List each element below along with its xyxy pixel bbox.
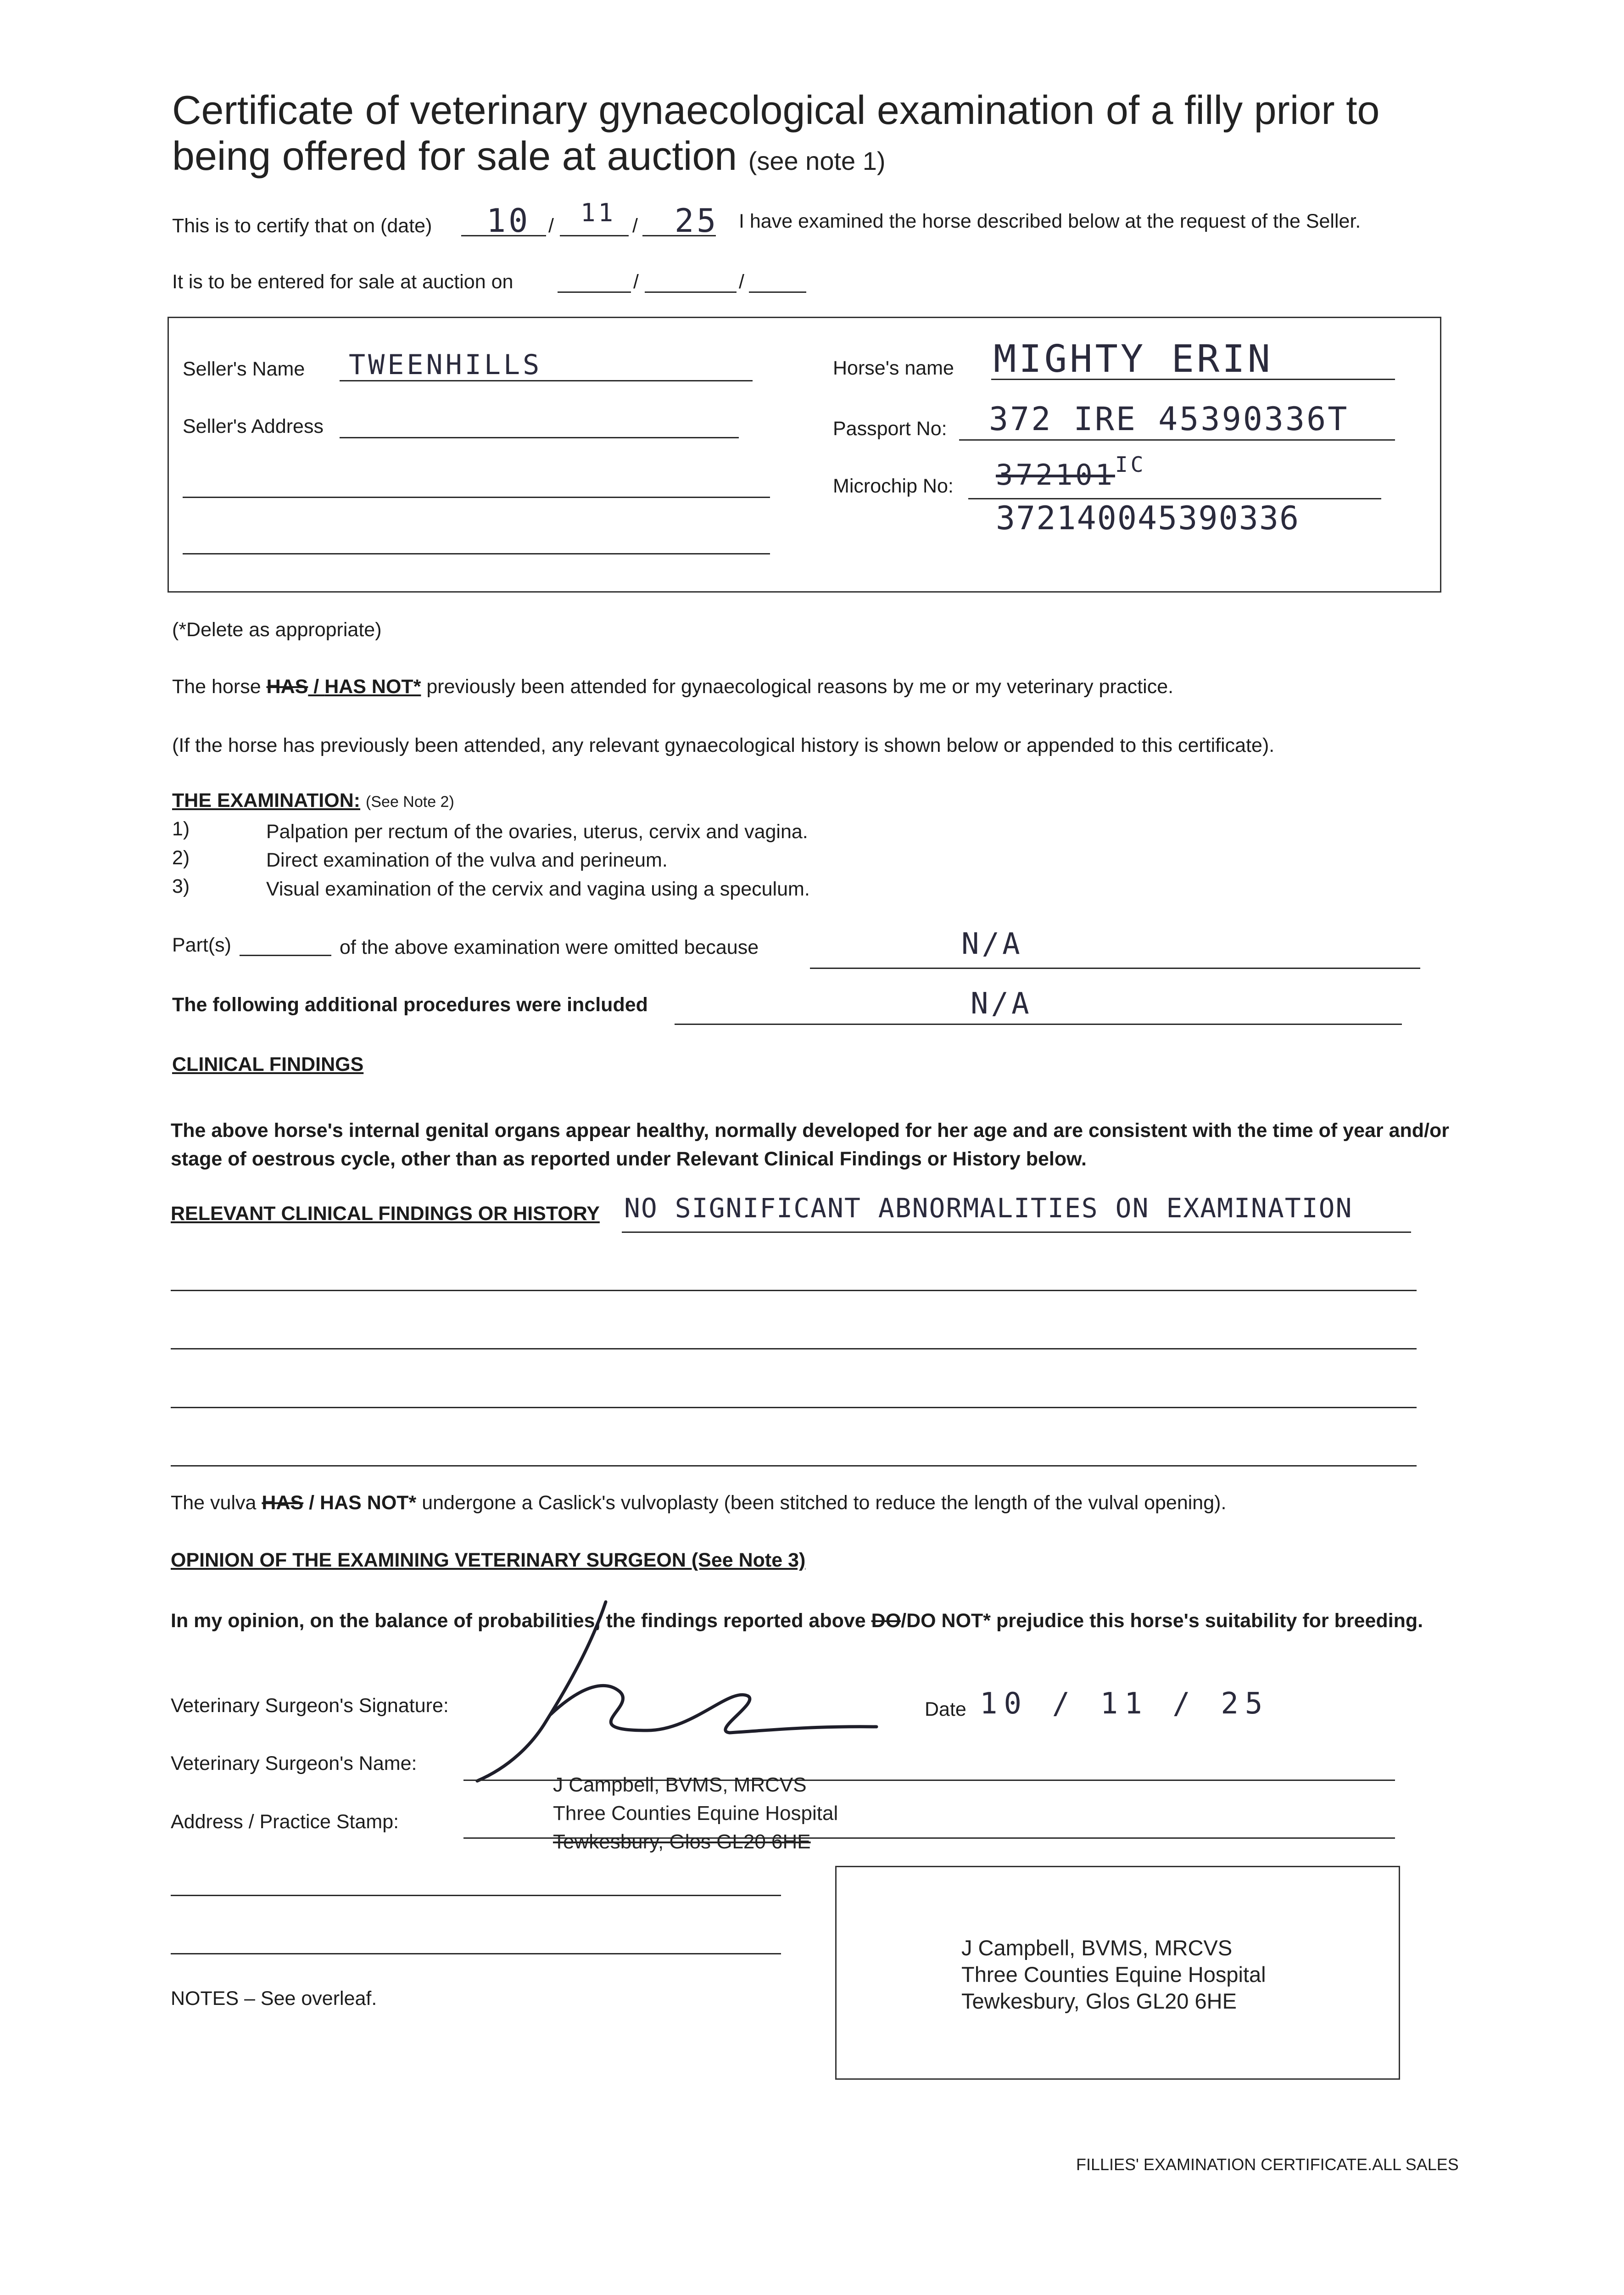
horse-name-value: MIGHTY ERIN xyxy=(993,337,1273,381)
omitted-value: N/A xyxy=(961,927,1023,961)
omitted-prefix: Part(s) xyxy=(172,934,231,956)
certify-suffix: I have examined the horse described below at the request of the Seller. xyxy=(739,210,1361,232)
passport-value: 372 IRE 45390336T xyxy=(989,400,1349,438)
title-note: (see note 1) xyxy=(748,146,886,175)
additional-value: N/A xyxy=(971,987,1032,1021)
horse-name-label: Horse's name xyxy=(833,357,954,379)
examination-heading: THE EXAMINATION: (See Note 2) xyxy=(172,789,454,812)
notes-label: NOTES – See overleaf. xyxy=(171,1987,377,2010)
stamp-inline: J Campbell, BVMS, MRCVS Three Counties Equine Hospital Tewkesbury, Glos GL20 6HE xyxy=(553,1774,838,1853)
opinion-heading: OPINION OF THE EXAMINING VETERINARY SURGEON (See Note 3) xyxy=(171,1549,806,1571)
exam-date-day: 10 xyxy=(486,202,531,240)
address-stamp-label: Address / Practice Stamp: xyxy=(171,1811,399,1833)
exam-date-year: 25 xyxy=(675,202,719,240)
clinical-statement: The above horse's internal genital organs appear healthy, normally developed for her age and are consistent with the time of year and/or stage of oestrous cycle, other than as reported under Relevant Clinical Findings or History below. xyxy=(171,1120,1450,1170)
signature-mark xyxy=(454,1593,895,1790)
passport-label: Passport No: xyxy=(833,418,947,440)
signature-date-value: 10 / 11 / 25 xyxy=(980,1687,1269,1721)
seller-name-label: Seller's Name xyxy=(183,358,305,380)
relevant-findings-value: NO SIGNIFICANT ABNORMALITIES ON EXAMINATION xyxy=(624,1192,1353,1224)
history-note: (If the horse has previously been attended, any relevant gynaecological history is shown below or appended to this certificate). xyxy=(172,734,1275,756)
certificate-title: Certificate of veterinary gynaecological examination of a filly prior to being offered for sale at auction (see note 1) xyxy=(172,87,1380,179)
attended-has-not: HAS NOT* xyxy=(324,676,421,698)
examination-item: Palpation per rectum of the ovaries, uterus, cervix and vagina. xyxy=(266,821,808,843)
opinion-do-not: /DO NOT* xyxy=(901,1610,991,1632)
attended-statement: The horse HAS / HAS NOT* previously been attended for gynaecological reasons by me or my veterinary practice. xyxy=(172,676,1174,698)
vulva-has-struck: HAS xyxy=(262,1492,304,1514)
seller-name-value: TWEENHILLS xyxy=(349,349,542,381)
auction-label: It is to be entered for sale at auction on xyxy=(172,271,513,293)
relevant-findings-label: RELEVANT CLINICAL FINDINGS OR HISTORY xyxy=(171,1203,600,1225)
microchip-label: Microchip No: xyxy=(833,475,954,497)
vulva-statement: The vulva HAS / HAS NOT* undergone a Caslick's vulvoplasty (been stitched to reduce the length of the vulval opening). xyxy=(171,1492,1227,1514)
examination-item: Direct examination of the vulva and perineum. xyxy=(266,849,668,871)
microchip-value: 372140045390336 xyxy=(996,499,1300,537)
certify-prefix: This is to certify that on (date) xyxy=(172,215,432,237)
practice-stamp: J Campbell, BVMS, MRCVS Three Counties Equine Hospital Tewkesbury, Glos GL20 6HE xyxy=(961,1936,1266,2013)
surgeon-name-label: Veterinary Surgeon's Name: xyxy=(171,1752,417,1774)
seller-address-label: Seller's Address xyxy=(183,415,324,437)
date-label: Date xyxy=(925,1698,966,1720)
attended-has-struck: HAS xyxy=(266,676,308,698)
exam-date-month: 11 xyxy=(580,198,616,227)
clinical-heading: CLINICAL FINDINGS xyxy=(172,1053,364,1075)
omitted-middle: of the above examination were omitted because xyxy=(340,936,759,958)
microchip-struck: 372101 xyxy=(996,458,1115,492)
vulva-has-not: HAS NOT* xyxy=(320,1492,417,1514)
signature-label: Veterinary Surgeon's Signature: xyxy=(171,1695,449,1717)
footer-label: FILLIES' EXAMINATION CERTIFICATE.ALL SALES xyxy=(1076,2155,1459,2174)
delete-note: (*Delete as appropriate) xyxy=(172,619,382,641)
additional-label: The following additional procedures were included xyxy=(172,994,648,1016)
opinion-statement: In my opinion, on the balance of probabilities, the findings reported above DO/DO NOT* prejudice this horse's suitability for breeding. xyxy=(171,1610,1423,1632)
examination-item: Visual examination of the cervix and vagina using a speculum. xyxy=(266,878,810,900)
opinion-do-struck: DO xyxy=(871,1610,901,1632)
microchip-note: IC xyxy=(1115,452,1146,477)
